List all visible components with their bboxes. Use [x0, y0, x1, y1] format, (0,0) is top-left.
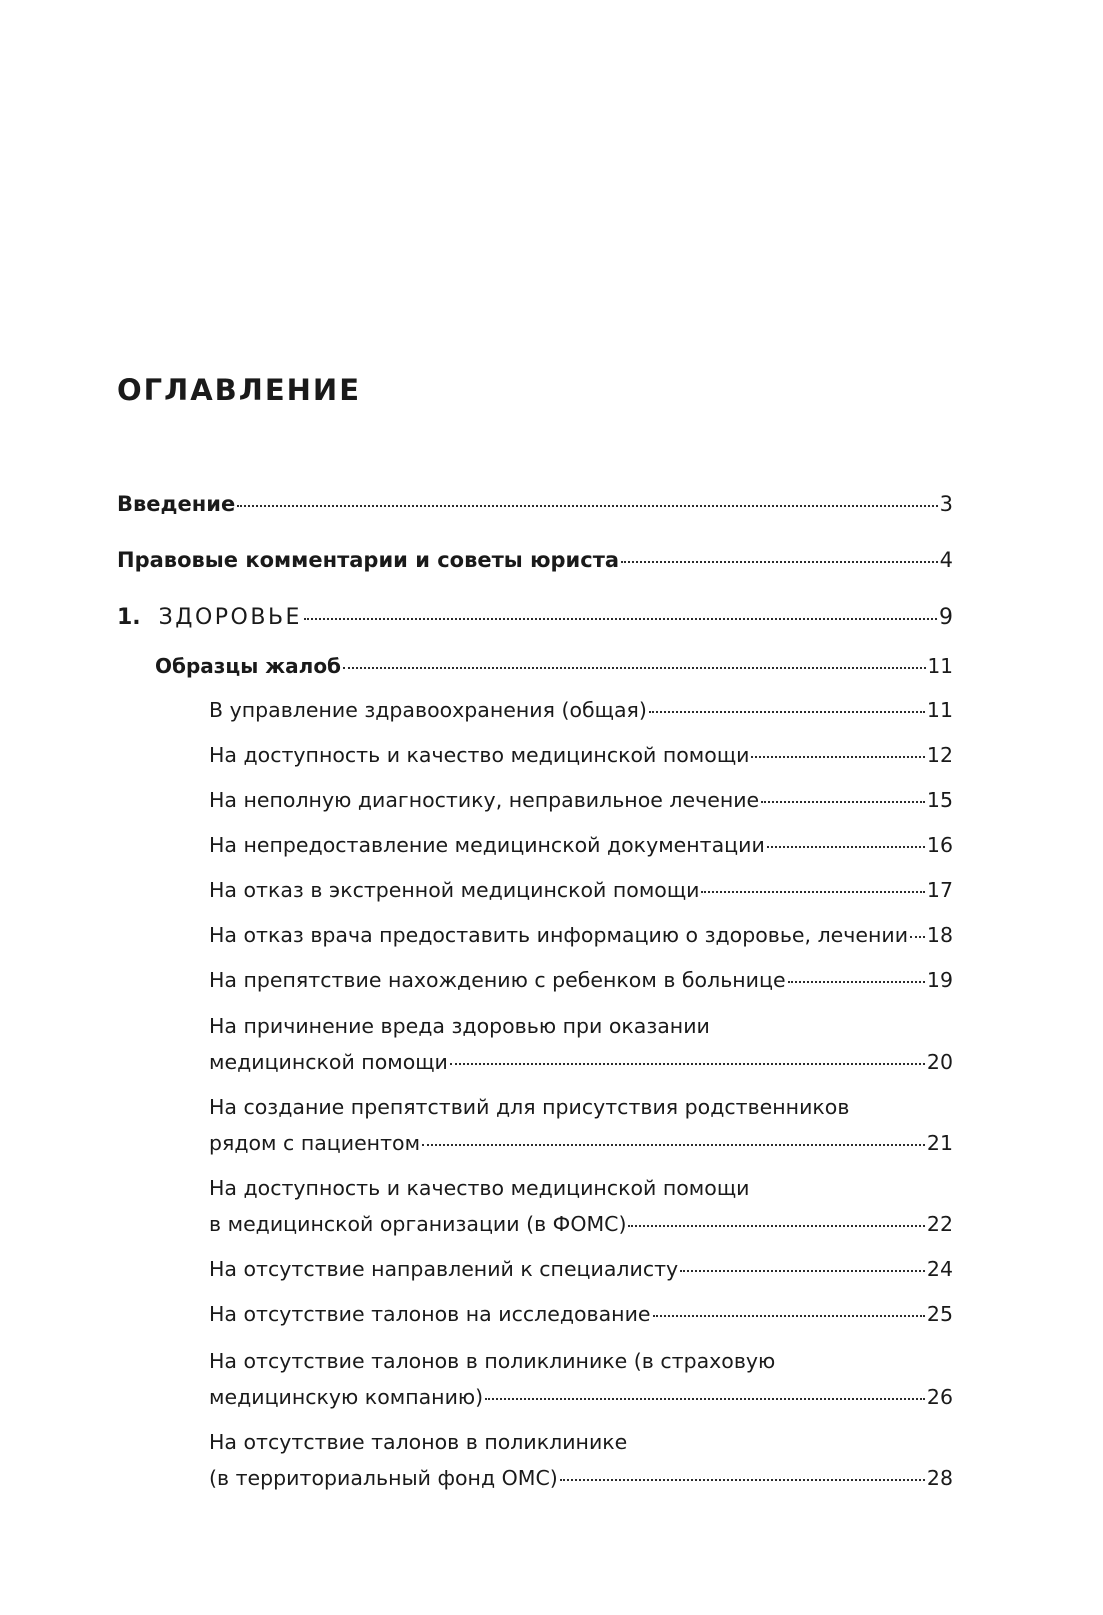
toc-entry-title-line1: На доступность и качество медицинской помощи: [209, 1176, 750, 1200]
dot-leader: [751, 756, 924, 758]
toc-entry-title-line1: На отсутствие талонов в поликлинике (в страховую: [209, 1349, 776, 1373]
toc-entry-page: 16: [926, 833, 953, 857]
toc-entry-page: 3: [939, 492, 953, 516]
page-title: ОГЛАВЛЕНИЕ: [117, 373, 362, 407]
toc-item[interactable]: [209, 962, 953, 998]
toc-entry-title-line1: На создание препятствий для присутствия родственников: [209, 1095, 850, 1119]
toc-entry-page: 22: [926, 1212, 953, 1236]
dot-leader: [422, 1144, 925, 1146]
toc-item[interactable]: [209, 782, 953, 818]
toc-entry-page: 21: [926, 1131, 953, 1155]
toc-item[interactable]: [209, 1424, 953, 1496]
dot-leader: [237, 505, 937, 507]
toc-entry-title: На отказ врача предоставить информацию о здоровье, лечении: [209, 923, 909, 947]
toc-entry-title: Введение: [117, 492, 236, 516]
dot-leader: [304, 618, 937, 620]
toc-chapter-health[interactable]: [117, 604, 953, 632]
toc-entry-legal-comments[interactable]: [117, 546, 953, 574]
toc-entry-title: Образцы жалоб: [155, 654, 342, 678]
toc-entry-page: 24: [926, 1257, 953, 1281]
toc-entry-page: 20: [926, 1050, 953, 1074]
toc-entry-page: 18: [926, 923, 953, 947]
toc-entry-title: На неполную диагностику, неправильное лечение: [209, 788, 760, 812]
toc-entry-page: 17: [926, 878, 953, 902]
dot-leader: [767, 846, 925, 848]
toc-entry-title: На отсутствие талонов на исследование: [209, 1302, 651, 1326]
toc-entry-title-line2: (в территориальный фонд ОМС): [209, 1466, 558, 1490]
toc-entry-introduction[interactable]: [117, 490, 953, 518]
toc-entry-title: Правовые комментарии и советы юриста: [117, 548, 620, 572]
toc-entry-page: 25: [926, 1302, 953, 1326]
toc-entry-title-line2: в медицинской организации (в ФОМС): [209, 1212, 627, 1236]
toc-entry-title: На доступность и качество медицинской помощи: [209, 743, 750, 767]
toc-item[interactable]: [209, 917, 953, 953]
dot-leader: [910, 936, 925, 938]
toc-entry-title-line1: На причинение вреда здоровью при оказании: [209, 1014, 710, 1038]
toc-entry-page: 12: [926, 743, 953, 767]
toc-entry-title: На отсутствие направлений к специалисту: [209, 1257, 679, 1281]
toc-entry-title: На непредоставление медицинской документации: [209, 833, 765, 857]
toc-item[interactable]: [209, 1296, 953, 1332]
dot-leader: [485, 1398, 925, 1400]
toc-item[interactable]: [209, 1343, 953, 1415]
dot-leader: [788, 981, 925, 983]
chapter-number: 1.: [117, 605, 141, 630]
toc-entry-title: На отказ в экстренной медицинской помощи: [209, 878, 700, 902]
toc-entry-title-line2: медицинскую компанию): [209, 1385, 484, 1409]
toc-item[interactable]: [209, 827, 953, 863]
toc-entry-page: 15: [926, 788, 953, 812]
toc-entry-title-line2: медицинской помощи: [209, 1050, 448, 1074]
toc-item[interactable]: [209, 1170, 953, 1242]
dot-leader: [621, 561, 938, 563]
dot-leader: [701, 891, 924, 893]
toc-item[interactable]: [209, 1089, 953, 1161]
dot-leader: [560, 1479, 925, 1481]
dot-leader: [343, 667, 926, 669]
toc-section-complaint-samples[interactable]: [155, 653, 953, 679]
toc-item[interactable]: [209, 692, 953, 728]
toc-entry-page: 9: [939, 605, 953, 630]
toc-entry-page: 28: [926, 1466, 953, 1490]
toc-entry-page: 19: [926, 968, 953, 992]
toc-item[interactable]: [209, 737, 953, 773]
dot-leader: [653, 1315, 925, 1317]
toc-entry-page: 11: [926, 698, 953, 722]
dot-leader: [628, 1225, 924, 1227]
dot-leader: [649, 711, 925, 713]
toc-entry-title-line2: рядом с пациентом: [209, 1131, 421, 1155]
toc-entry-title: В управление здравоохранения (общая): [209, 698, 647, 722]
chapter-title: ЗДОРОВЬЕ: [158, 605, 302, 630]
toc-entry-page: 26: [926, 1385, 953, 1409]
toc-entry-page: 11: [927, 654, 953, 678]
toc-entry-page: 4: [939, 548, 953, 572]
toc-entry-title: На препятствие нахождению с ребенком в больнице: [209, 968, 786, 992]
toc-item[interactable]: [209, 1008, 953, 1080]
toc-item[interactable]: [209, 872, 953, 908]
toc-item[interactable]: [209, 1251, 953, 1287]
dot-leader: [450, 1063, 925, 1065]
toc-entry-title-line1: На отсутствие талонов в поликлинике: [209, 1430, 628, 1454]
dot-leader: [761, 801, 925, 803]
dot-leader: [680, 1270, 925, 1272]
